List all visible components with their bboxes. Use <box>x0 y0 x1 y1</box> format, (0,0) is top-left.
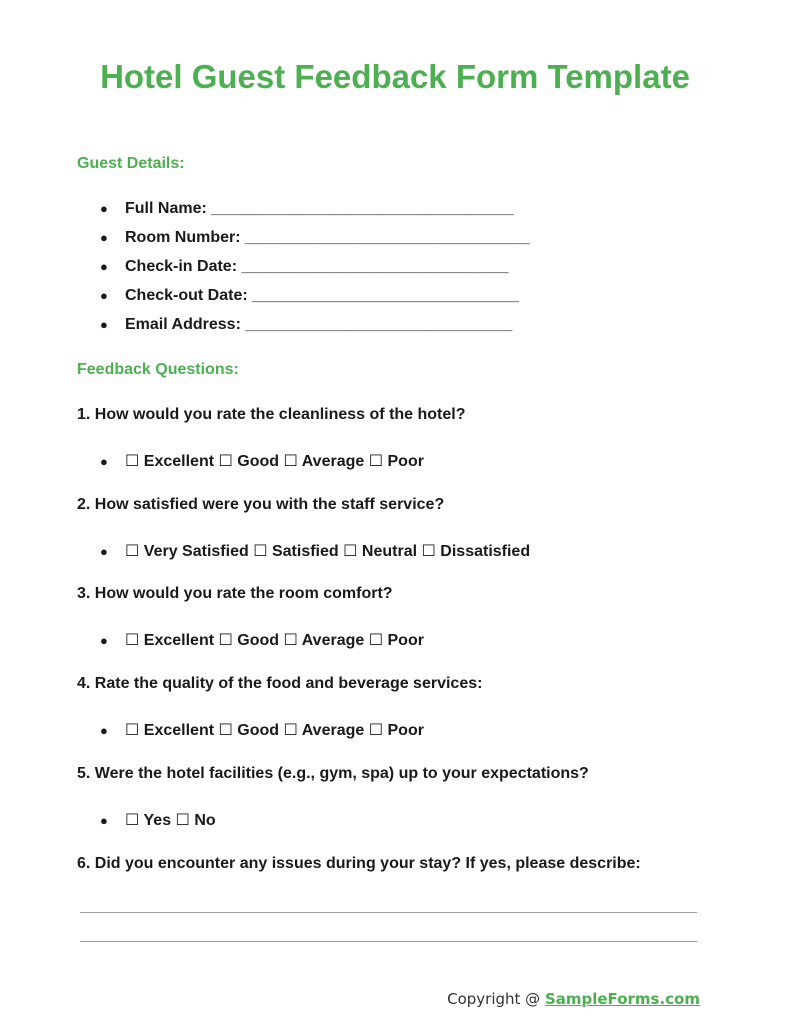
bullet-icon: ● <box>100 230 108 245</box>
field-label: Full Name: __________________________________ <box>125 200 514 217</box>
field-label: Check-in Date: ______________________________ <box>125 258 509 275</box>
question-2: 2. How satisfied were you with the staff service? <box>77 496 445 513</box>
brand-link[interactable]: SampleForms.com <box>544 990 700 1008</box>
answer-line[interactable] <box>80 912 697 913</box>
option-checkbox[interactable]: ☐ Neutral <box>343 543 418 560</box>
bullet-icon: ● <box>100 454 108 469</box>
bullet-icon: ● <box>100 259 108 274</box>
option-checkbox[interactable]: ☐ Poor <box>368 722 424 739</box>
option-checkbox[interactable]: ☐ Poor <box>368 453 424 470</box>
field-label: Room Number: ________________________________ <box>125 229 530 246</box>
option-checkbox[interactable]: ☐ Good <box>218 722 280 739</box>
option-checkbox[interactable]: ☐ Very Satisfied <box>125 543 249 560</box>
question-2-options <box>100 541 530 561</box>
bullet-icon: ● <box>100 723 108 738</box>
question-1: 1. How would you rate the cleanliness of the hotel? <box>77 406 466 423</box>
option-checkbox[interactable]: ☐ Satisfied <box>253 543 339 560</box>
option-checkbox[interactable]: ☐ Excellent <box>125 722 215 739</box>
option-checkbox[interactable]: ☐ Excellent <box>125 453 215 470</box>
option-checkbox[interactable]: ☐ Good <box>218 453 280 470</box>
option-checkbox[interactable]: ☐ Yes <box>125 812 172 829</box>
field-email-address[interactable] <box>100 316 512 334</box>
field-check-in-date[interactable] <box>100 258 508 276</box>
bullet-icon: ● <box>100 201 108 216</box>
field-check-out-date[interactable] <box>100 287 519 305</box>
option-checkbox[interactable]: ☐ Good <box>218 632 280 649</box>
option-checkbox[interactable]: ☐ No <box>175 812 216 829</box>
option-checkbox[interactable]: ☐ Excellent <box>125 632 215 649</box>
field-label: Check-out Date: ______________________________ <box>125 287 520 304</box>
bullet-icon: ● <box>100 288 108 303</box>
option-checkbox[interactable]: ☐ Average <box>283 632 365 649</box>
bullet-icon: ● <box>100 317 108 332</box>
option-checkbox[interactable]: ☐ Dissatisfied <box>421 543 531 560</box>
field-full-name[interactable] <box>100 200 514 218</box>
bullet-icon: ● <box>100 544 108 559</box>
bullet-icon: ● <box>100 813 108 828</box>
question-4-options <box>100 720 424 740</box>
option-checkbox[interactable]: ☐ Average <box>283 722 365 739</box>
footer-copyright <box>447 990 700 1008</box>
copyright-text: Copyright @ <box>447 990 545 1008</box>
question-3-options <box>100 630 424 650</box>
answer-line[interactable] <box>80 941 697 942</box>
option-checkbox[interactable]: ☐ Poor <box>368 632 424 649</box>
question-5-options <box>100 810 216 830</box>
page-title: Hotel Guest Feedback Form Template <box>100 58 690 95</box>
bullet-icon: ● <box>100 633 108 648</box>
question-1-options <box>100 451 424 471</box>
question-6: 6. Did you encounter any issues during your stay? If yes, please describe: <box>77 855 641 872</box>
question-5: 5. Were the hotel facilities (e.g., gym, spa) up to your expectations? <box>77 765 589 782</box>
feedback-questions-heading: Feedback Questions: <box>77 361 239 378</box>
option-checkbox[interactable]: ☐ Average <box>283 453 365 470</box>
question-3: 3. How would you rate the room comfort? <box>77 585 393 602</box>
field-label: Email Address: ______________________________ <box>125 316 513 333</box>
guest-details-heading: Guest Details: <box>77 155 185 172</box>
field-room-number[interactable] <box>100 229 530 247</box>
question-4: 4. Rate the quality of the food and beverage services: <box>77 675 483 692</box>
